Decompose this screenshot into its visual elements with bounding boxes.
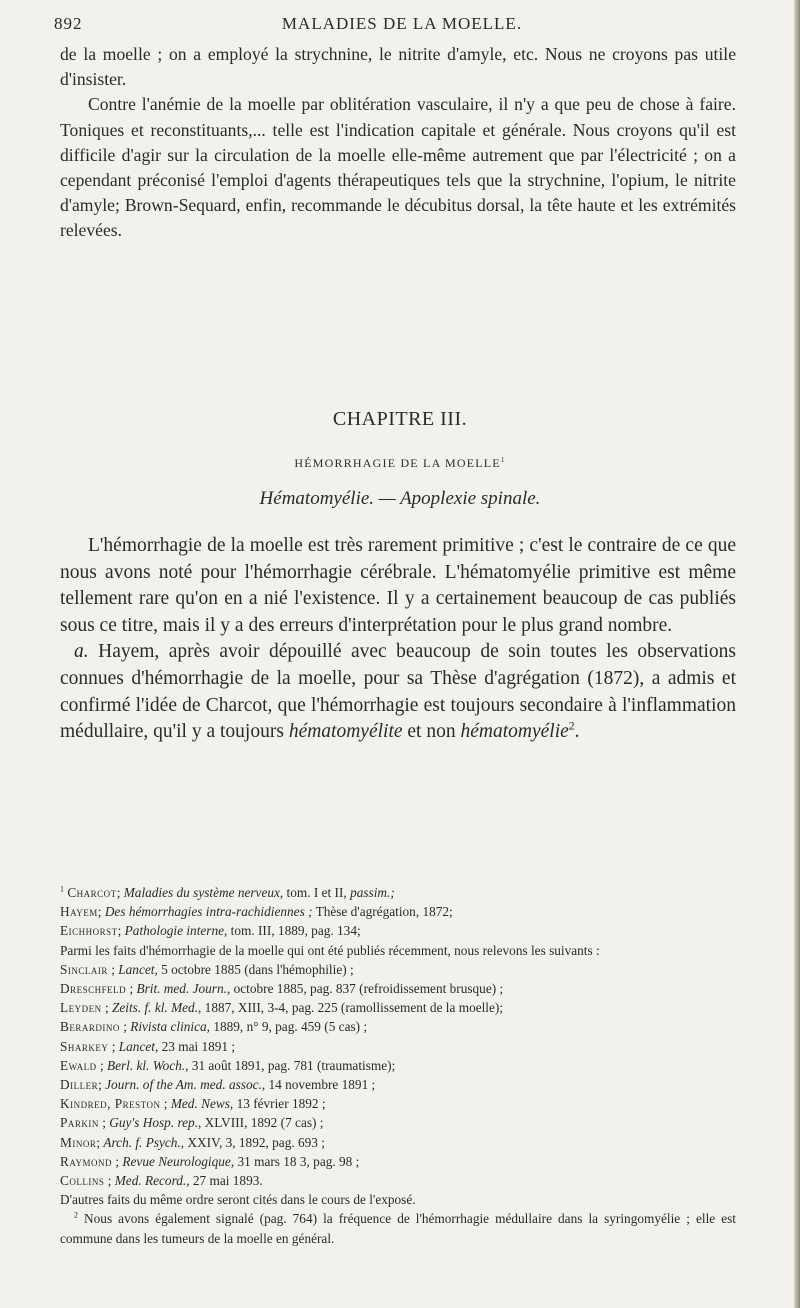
author: Eichhorst <box>60 923 118 939</box>
page-number: 892 <box>54 14 83 33</box>
separator: ; <box>117 923 125 939</box>
reference-separator: ; <box>160 1096 171 1112</box>
reference-detail: , 13 février 1892 ; <box>229 1096 326 1112</box>
sentence-end: . <box>574 721 580 743</box>
lead-paragraph-1: de la moelle ; on a employé la strychnine, le nitrite d'amyle, etc. Nous ne croyons pas utile d'insister. <box>60 44 736 90</box>
term-hematomyelite: hématomyélite <box>288 721 403 743</box>
reference-detail: , 23 mai 1891 ; <box>154 1038 236 1054</box>
body-paragraph-2 <box>60 639 736 745</box>
reference-journal: Lancet <box>118 1038 155 1054</box>
reference-journal: Journ. of the Am. med. assoc. <box>105 1077 262 1093</box>
reference-detail: , 31 mars 18 3, pag. 98 ; <box>230 1153 360 1169</box>
work-title: Maladies du système nerveux <box>123 885 280 900</box>
section-footnote-mark: 1 <box>500 456 506 464</box>
reference-separator: ; <box>108 1038 119 1054</box>
reference-separator: ; <box>98 1115 110 1131</box>
reference-journal: Rivista clinica <box>130 1019 207 1035</box>
reference-separator: ; <box>104 1173 115 1189</box>
citation-detail: , tom. III, 1889, pag. 134; <box>224 923 361 939</box>
reference-detail: , 1887, XIII, 3-4, pag. 225 (ramollissement de la moelle); <box>198 1000 504 1016</box>
footnote-1 <box>60 883 736 902</box>
footnote-mark: 2 <box>74 1211 78 1221</box>
reference-author: Sharkey <box>60 1038 109 1054</box>
lead-paragraph-2: Contre l'anémie de la moelle par oblitération vasculaire, il n'y a que peu de chose à faire. Toniques et reconstituants,... telle est l'indication capitale et générale. Nous croyons qu'il est difficile d'agir sur la circulation de la moelle elle-même autrement que par l'électricité ; on a cependant préconisé l'emploi d'agents thérapeutiques tels que la strychnine, l'opium, le nitrite d'amyle; Brown-Sequard, enfin, recommande le décubitus dorsal, la tête haute et les extrémités relevées. <box>60 94 736 241</box>
separator: ; <box>97 904 105 920</box>
reference-detail: , XLVIII, 1892 (7 cas) ; <box>198 1115 324 1131</box>
reference-journal: Arch. f. Psych. <box>103 1134 181 1150</box>
reference-author: Kindred, Preston <box>60 1096 161 1112</box>
lead-text <box>60 42 736 244</box>
reference-detail: , 1889, n° 9, pag. 459 (5 cas) ; <box>206 1019 368 1035</box>
footnote-2 <box>60 1209 736 1247</box>
reference-author: Ewald <box>60 1057 97 1073</box>
reference-author: Leyden <box>60 1000 102 1016</box>
reference-journal: Berl. kl. Woch. <box>106 1057 186 1073</box>
reference-detail: , octobre 1885, pag. 837 (refroidissement brusque) ; <box>226 981 504 997</box>
chapter-subtitle: Hématomyélie. — Apoplexie spinale. <box>259 488 541 509</box>
reference-entry <box>60 1152 736 1171</box>
footnote-mark: 1 <box>60 884 64 894</box>
citation-detail: , tom. I et II, <box>279 885 351 900</box>
reference-author: Raymond <box>60 1153 113 1169</box>
author: Charcot <box>67 885 117 900</box>
footnote-1-hayem <box>60 902 736 921</box>
reference-entry <box>60 1094 736 1113</box>
reference-entry <box>60 1075 736 1094</box>
chapter-body <box>60 533 736 746</box>
reference-separator: ; <box>107 961 119 977</box>
reference-separator: ; <box>119 1019 131 1035</box>
footnotes <box>60 883 736 1248</box>
work-title: Des hémorrhagies intra-rachidiennes ; <box>104 904 313 920</box>
reference-detail: , 31 août 1891, pag. 781 (traumatisme); <box>185 1057 396 1073</box>
footnote-mark-2: 2 <box>568 719 575 733</box>
reference-entry <box>60 1056 736 1075</box>
footnote-intro: Parmi les faits d'hémorrhagie de la moelle qui ont été publiés récemment, nous relevons les suivants : <box>60 942 600 958</box>
footnote-1-eichhorst <box>60 921 736 940</box>
running-title: MALADIES DE LA MOELLE. <box>281 14 523 33</box>
reference-author: Sinclair <box>60 961 108 977</box>
footnote-2-text: Nous avons également signalé (pag. 764) la fréquence de l'hémorrhagie médullaire dans la syringomyélie ; elle est commune dans les tumeurs de la moelle en général. <box>60 1211 736 1246</box>
reference-author: Diller <box>60 1077 99 1093</box>
reference-entry <box>60 1133 736 1152</box>
reference-entry <box>60 960 736 979</box>
reference-separator: ; <box>96 1057 107 1073</box>
reference-entry <box>60 1017 736 1036</box>
reference-detail: , XXIV, 3, 1892, pag. 693 ; <box>180 1134 325 1150</box>
reference-separator: ; <box>96 1134 104 1150</box>
reference-entry <box>60 998 736 1017</box>
author: Hayem <box>60 904 98 920</box>
reference-detail: , 27 mai 1893. <box>186 1173 263 1189</box>
body-paragraph-2-text: Hayem, après avoir dépouillé avec beaucoup de soin toutes les observations connues d'hémorrhagie de la moelle, pour sa Thèse d'agrégation (1872), a admis et confirmé l'idée de Charcot, que l'hémorrhagie est toujours secondaire à l'inflammation médullaire, qu'il y a toujours <box>60 641 737 743</box>
reference-journal: Guy's Hosp. rep. <box>109 1115 199 1131</box>
reference-entry <box>60 1171 736 1190</box>
reference-entry <box>60 1037 736 1056</box>
reference-list <box>60 960 736 1190</box>
reference-author: Parkin <box>60 1115 99 1131</box>
reference-author: Berardino <box>60 1019 120 1035</box>
reference-detail: , 5 octobre 1885 (dans l'hémophilie) ; <box>154 961 354 977</box>
citation-detail: Thèse d'agrégation, 1872; <box>312 904 453 920</box>
reference-separator: ; <box>126 981 137 997</box>
section-title <box>0 456 800 471</box>
reference-separator: ; <box>98 1077 106 1093</box>
conjunction: et non <box>407 721 456 743</box>
body-paragraph-1: L'hémorrhagie de la moelle est très rarement primitive ; c'est le contraire de ce que nous avons noté pour l'hémorrhagie cérébrale. L'hématomyélie primitive est même tellement rare qu'on en a nié l'existence. Il y a certainement beaucoup de cas publiés sous ce titre, mais il y a des erreurs d'interprétation pour le plus grand nombre. <box>60 535 736 636</box>
section-title-text: HÉMORRHAGIE DE LA MOELLE <box>294 456 501 470</box>
reference-journal: Zeits. f. kl. Med. <box>111 1000 199 1016</box>
footnote-closing: D'autres faits du même ordre seront cités dans le cours de l'exposé. <box>60 1192 416 1208</box>
term-hematomyelie: hématomyélie <box>460 721 569 743</box>
chapter-title: CHAPITRE III. <box>332 408 468 430</box>
reference-journal: Med. Record. <box>114 1173 187 1189</box>
reference-author: Dreschfeld <box>60 981 127 997</box>
reference-author: Collins <box>60 1173 105 1189</box>
separator: ; <box>116 885 124 900</box>
reference-separator: ; <box>112 1153 123 1169</box>
reference-separator: ; <box>101 1000 112 1016</box>
reference-journal: Revue Neurologique <box>122 1153 231 1169</box>
paragraph-marker: a. <box>74 641 89 663</box>
page-edge-shadow <box>794 0 800 1308</box>
reference-entry <box>60 1113 736 1132</box>
reference-author: Minor <box>60 1134 97 1150</box>
citation-passim: passim.; <box>350 885 395 900</box>
reference-journal: Lancet <box>118 961 155 977</box>
reference-entry <box>60 979 736 998</box>
reference-journal: Brit. med. Journ. <box>136 981 227 997</box>
work-title: Pathologie interne <box>124 923 225 939</box>
reference-journal: Med. News <box>170 1096 230 1112</box>
reference-detail: , 14 novembre 1891 ; <box>261 1077 376 1093</box>
running-header <box>52 8 752 38</box>
